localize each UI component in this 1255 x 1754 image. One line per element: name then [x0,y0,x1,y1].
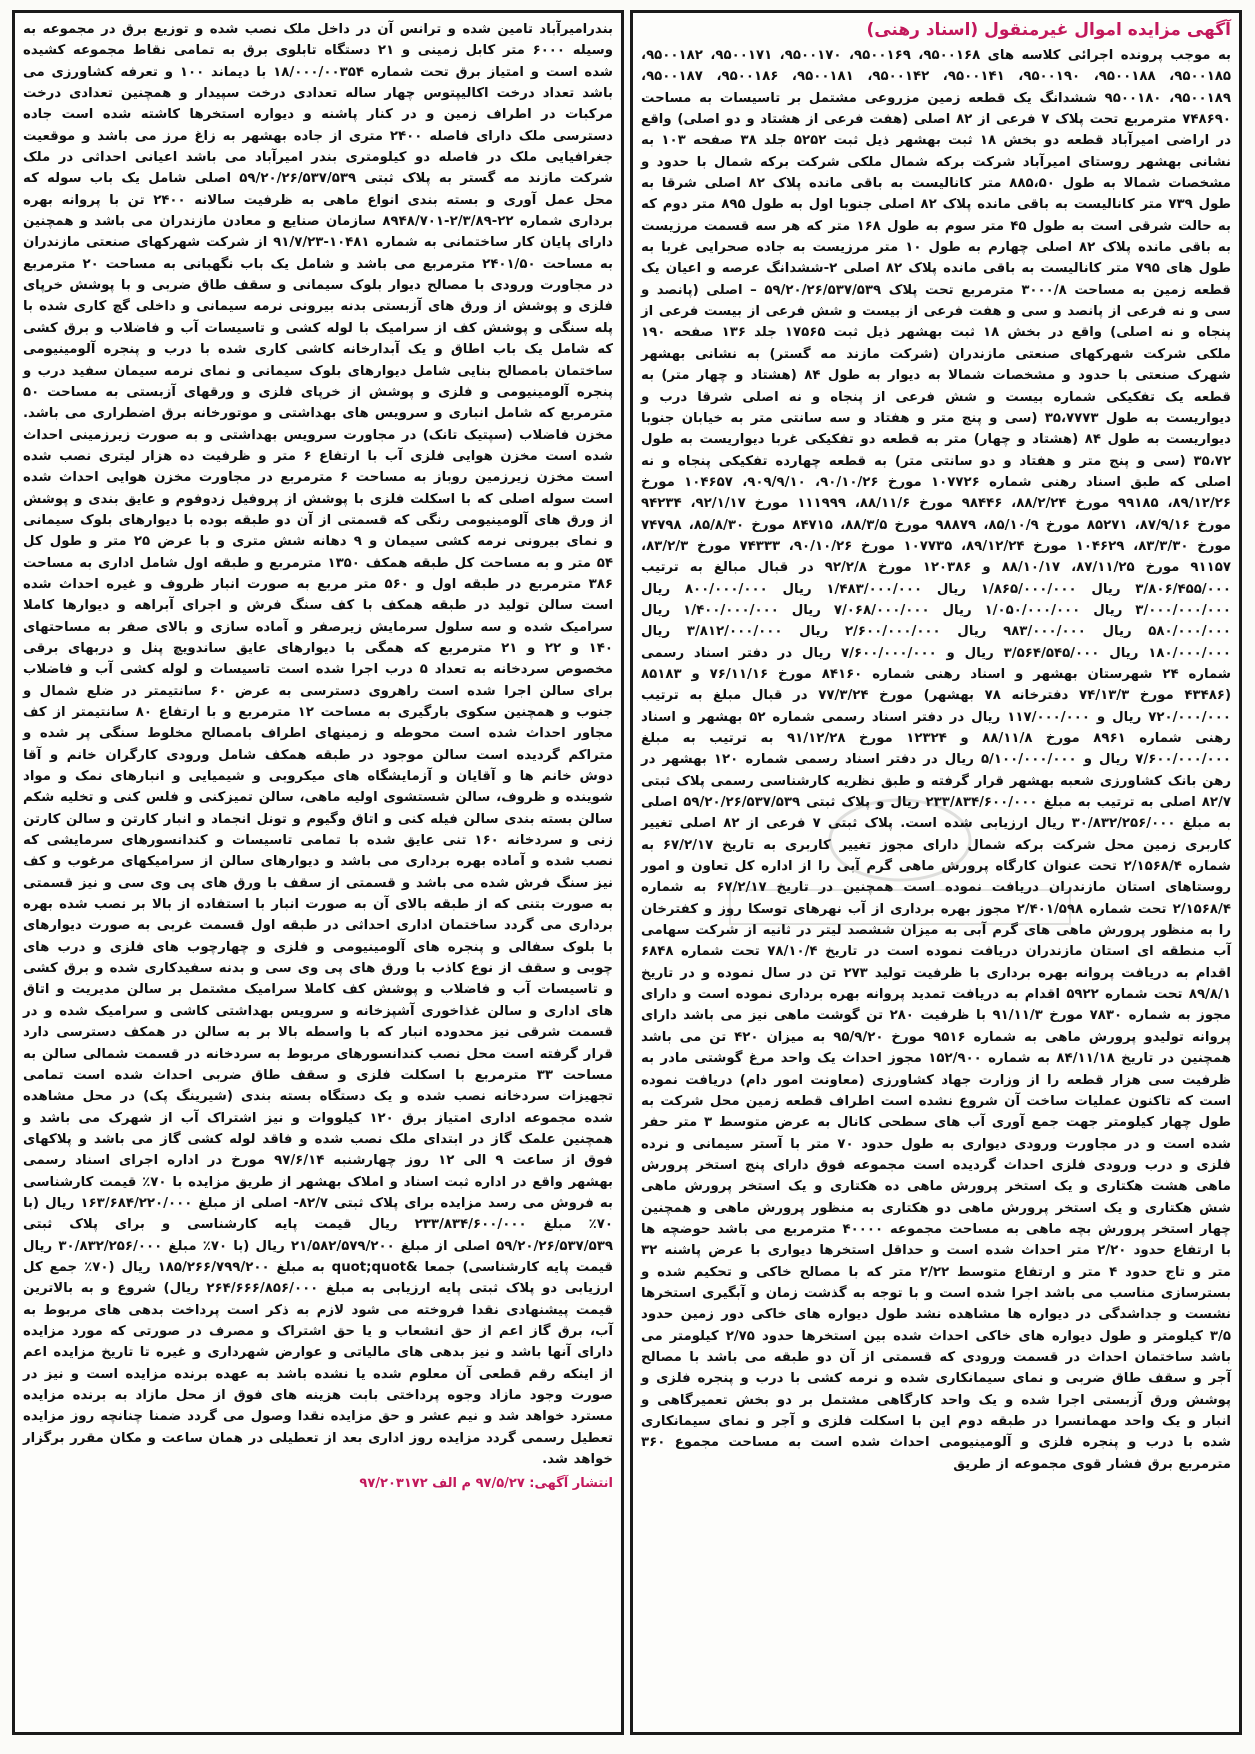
notice-body-right: به موجب پرونده اجرائی کلاسه های ۹۵۰۰۱۶۸، ۹۵۰۰۱۶۹، ۹۵۰۰۱۷۰، ۹۵۰۰۱۷۱، ۹۵۰۰۱۸۲، ۹۵۰۰۱۸۵، ۹۵۰۰۱۸۸، ۹۵۰۰۱۹۰، ۹۵۰۰۱۴۱، ۹۵۰۰۱۴۲، ۹۵۰۰۱۸۱، ۹۵۰۰۱۸۶، ۹۵۰۰۱۸۷، ۹۵۰۰۱۸۹، ۹۵۰۰۱۸۰ ششدانگ یک قطعه زمین مزروعی مشتمل بر تاسیسات به مساحت ۷۴۸۶۹۰ مترمربع تحت پلاک ۷ فرعی از ۸۲ اصلی (هفت فرعی از هشتاد و دو اصلی) واقع در اراضی امیرآباد قطعه دو بخش ۱۸ ثبت بهشهر ذیل ثبت ۵۲۵۲ جلد ۳۸ صفحه ۱۰۳ به نشانی بهشهر روستای امیرآباد شرکت برکه شمال ملکی شرکت برکه شمال با حدود و مشخصات شمالا به طول ۸۸۵،۵۰ متر کانالیست به باقی مانده پلاک ۸۲ اصلی شرقا به طول ۷۳۹ متر کانالیست به باقی مانده پلاک ۸۲ اصلی جنوبا اول به طول ۸۹۵ متر دوم که به حالت شرقی است به طول ۴۵ متر سوم به طول ۱۶۸ متر که هر سه قسمت مرزیست به باقی مانده پلاک ۸۲ اصلی چهارم به طول ۱۰ متر مرزیست به جاده صحرایی غربا به طول های ۷۹۵ متر کانالیست به باقی مانده پلاک ۸۲ اصلی ۲-ششدانگ عرصه و اعیان یک قطعه زمین به مساحت ۳۰۰۰/۸ مترمربع تحت پلاک ۵۹/۲۰/۲۶/۵۳۷/۵۳۹ – اصلی (پانصد و سی و نه فرعی از پانصد و سی و هفت فرعی از بیست و شش فرعی از بیست فرعی از پنجاه و نه اصلی) واقع در بخش ۱۸ ثبت بهشهر ذیل ثبت ۱۷۵۶۵ جلد ۱۳۶ صفحه ۱۹۰ ملکی شرکت شهرکهای صنعتی مازندران (شرکت مازند مه گستر) به نشانی بهشهر شهرک صنعتی با حدود و مشخصات شمالا به دیوار به طول ۸۴ (هشتاد و چهار متر) به قطعه یک تفکیکی شماره بیست و شش فرعی از پنجاه و نه اصلی شرقا درب و دیواریست به طول ۳۵،۷۷۷۳ (سی و پنج متر و هفتاد و سه سانتی متر به خیابان جنوبا دیواریست به طول ۸۴ (هشتاد و چهار) متر به قطعه دو تفکیکی غربا دیواریست به طول ۳۵،۷۲ (سی و پنج متر و هفتاد و دو سانتی متر) به قطعه چهارده تفکیکی پنجاه و نه اصلی که طبق اسناد رهنی شماره ۱۰۷۷۲۶ مورخ ۹۰/۱۰/۲۶، ۹۰۹/۹/۱۰، ۱۰۴۶۵۷ مورخ ۸۹/۱۲/۲۶، ۹۹۱۸۵ مورخ ۸۸/۲/۲۴، ۹۸۴۴۶ مورخ ۸۸/۱۱/۶، ۱۱۱۹۹۹ مورخ ۹۲/۱/۱۷، ۹۴۲۳۴ مورخ ۸۷/۹/۱۶، ۸۵۲۷۱ مورخ ۸۵/۱۰/۹، ۹۸۸۷۹ مورخ ۸۸/۳/۵، ۸۴۷۱۵ مورخ ۸۵/۸/۳۰، ۷۴۷۹۸ مورخ ۸۳/۳/۳۰، ۱۰۴۶۲۹ مورخ ۸۹/۱۲/۲۴، ۱۰۷۷۳۵ مورخ ۹۰/۱۰/۲۶، ۷۴۳۳۳ مورخ ۸۳/۲/۳، ۹۱۱۵۷ مورخ ۸۷/۱۱/۲۵، ۸۸/۱۰/۱۷ و ۱۲۰۳۸۶ مورخ ۹۲/۲/۸ در قبال مبالغ به ترتیب ۳/۸۰۶/۴۵۵/۰۰۰ ریال ۱/۸۶۵/۰۰۰/۰۰۰ ریال ۱/۴۸۳/۰۰۰/۰۰۰ ریال ۸۰۰/۰۰۰/۰۰۰ ریال ۳/۰۰۰/۰۰۰/۰۰۰ ریال ۱/۰۵۰/۰۰۰/۰۰۰ ریال ۷/۰۶۸/۰۰۰/۰۰۰ ریال ۱/۴۰۰/۰۰۰/۰۰۰ ریال ۵۸۰/۰۰۰/۰۰۰ ریال ۹۸۳/۰۰۰/۰۰۰ ریال ۲/۶۰۰/۰۰۰/۰۰۰ ریال ۳/۸۱۲/۰۰۰/۰۰۰ ریال ۱۸۰/۰۰۰/۰۰۰ ریال ۳/۵۶۴/۵۴۵/۰۰۰ ریال و ۷/۶۰۰/۰۰۰/۰۰۰ ریال در دفتر اسناد رسمی شماره ۲۴ شهرستان بهشهر و اسناد رهنی شماره ۸۴۱۶۰ مورخ ۷۶/۱۱/۱۶ و ۸۵۱۸۳ (۴۳۴۸۶ مورخ ۷۴/۱۳/۳ دفترخانه ۷۸ بهشهر) مورخ ۷۷/۳/۲۴ در قبال مبلغ به ترتیب ۷۲۰/۰۰۰/۰۰۰ ریال و ۱۱۷/۰۰۰/۰۰۰ ریال در دفتر اسناد رسمی شماره ۵۲ بهشهر و اسناد رهنی شماره ۸۹۶۱ مورخ ۸۸/۱۱/۸ و ۱۲۳۲۴ مورخ ۹۱/۱۲/۲۸ به ترتیب به مبلغ ۷/۶۰۰/۰۰۰/۰۰۰ ریال و ۵/۱۰۰/۰۰۰/۰۰۰ ریال در دفتر اسناد رسمی شماره ۱۲۰ بهشهر در رهن بانک کشاورزی شعبه بهشهر قرار گرفته و طبق نظریه کارشناسی رسمی پلاک ثبتی ۸۲/۷ اصلی به ترتیب به مبلغ ۲۳۳/۸۳۴/۶۰۰/۰۰۰ ریال و پلاک ثبتی ۵۹/۲۰/۲۶/۵۳۷/۵۳۹ اصلی به مبلغ ۳۰/۸۳۲/۲۵۶/۰۰۰ ریال ارزیابی شده است. پلاک ثبتی ۷ فرعی از ۸۲ اصلی تغییر کاربری زمین محل شرکت برکه شمال دارای مجوز تغییر کاربری به تاریخ ۶۷/۲/۱۷ به شماره ۲/۱۵۶۸/۴ تحت عنوان کارگاه پرورش ماهی گرم آبی را از اداره کل تعاون و امور روستاهای استان مازندران دریافت نموده است همچنین در تاریخ ۶۷/۲/۱۷ به شماره ۲/۱۵۶۸/۴ تحت شماره ۲/۴۰۱/۵۹۸ مجوز بهره برداری از آب نهرهای توسکا روز و کفترخان را به منظور پرورش ماهی های گرم آبی به میزان ششصد لیتر در ثانیه از شرکت سهامی آب منطقه ای استان مازندران دریافت نموده است در تاریخ ۷۸/۱۰/۴ تحت شماره ۶۸۴۸ اقدام به دریافت پروانه بهره برداری با ظرفیت تولید ۲۷۳ تن در سال نموده و در تاریخ ۸۹/۸/۱ تحت شماره ۵۹۲۲ اقدام به دریافت تمدید پروانه بهره برداری نموده است و دارای مجوز به شماره ۷۸۳۰ مورخ ۹۱/۱۱/۳ با ظرفیت ۲۸۰ تن گوشت ماهی نیز می باشد دارای پروانه تولیدو پرورش ماهی به شماره ۹۵۱۶ مورخ ۹۵/۹/۲۰ به میزان ۴۲۰ تن می باشد همچنین در تاریخ ۸۴/۱۱/۱۸ به شماره ۱۵۲/۹۰۰ مجوز احداث یک واحد مرغ گوشتی مادر به ظرفیت سی هزار قطعه را از وزارت جهاد کشاورزی (معاونت امور دام) دریافت نموده است که تاکنون عملیات ساخت آن شروع نشده است اطراف قطعه زمین محل شرکت به طول چهار کیلومتر جهت جمع آوری آب های سطحی کانال به عرض متوسط ۳ متر حفر شده است و در مجاورت ورودی دیواری به طول حدود ۷۰ متر با آستر سیمانی و نرده فلزی و درب ورودی فلزی احداث گردیده است مجموعه فوق دارای پنج استخر پرورش ماهی هشت هکتاری و یک استخر پرورش ماهی ده هکتاری و یک استخر پرورش ماهی شش هکتاری و یک استخر پرورش ماهی دو هکتاری به منظور پرورش ماهی و همچنین چهار استخر پرورش بچه ماهی به مساحت مجموعه ۴۰۰۰۰ مترمربع می باشد حوضچه ها با ارتفاع حدود ۲/۲۰ متر احداث شده است و حداقل استخرها دیواری با عرض پاشنه ۳۲ متر و تاج حدود ۴ متر و ارتفاع متوسط ۲/۲۲ متر که با مصالح خاکی و تحکیم شده و بسترسازی مناسب می باشد اجرا شده است و با توجه به گذشت زمان و آبگیری استخرها نشست و جداشدگی در دیواره ها مشاهده نشد طول دیواره های خاکی دور زمین حدود ۳/۵ کیلومتر و طول دیواره های خاکی احداث شده بین استخرها حدود ۲/۷۵ کیلومتر می باشد ساختمان احداث در قسمت ورودی که قسمتی از آن دو طبقه می باشد با مصالح آجر و سقف طاق ضربی و نمای سیمانکاری شده و نرمه کشی با درب و پنجره فلزی و پوشش ورق آزبستی اجرا شده و یک واحد کارگاهی مشتمل بر دو بخش تعمیرگاهی و انبار و یک واحد مهمانسرا در طبقه دوم این با اسکلت فلزی و آجر و نمای سیمانکاری شده با درب و پنجره فلزی و آلومینیومی احداث شده است به مساحت مجموع ۳۶۰ مترمربع برق فشار قوی مجموعه از طریق [641,48,1232,1472]
publication-line: انتشار آگهی: ۹۷/۵/۲۷ م الف ۹۷/۲۰۳۱۷۲ [359,1476,613,1492]
notice-body-left: بندرامیرآباد تامین شده و ترانس آن در داخل ملک نصب شده و توزیع برق در مجموعه به وسیله ۶۰۰۰ متر کابل زمینی و ۲۱ دستگاه تابلوی برق به تمامی نقاط مجموعه کشیده شده است و امتیاز برق تحت شماره ۱۸/۰۰۰/۰۰۳۵۴ با دیماند ۱۰۰ و تعرفه کشاورزی می باشد تعداد درخت اکالیپتوس چهار ساله تعدادی درخت سپیدار و همچنین تعدادی درخت مرکبات در اطراف زمین و در کنار پاشنه و دیواره استخرها کاشته شده است جاده دسترسی ملک دارای فاصله ۲۴۰۰ متری از جاده بهشهر به زاغ مرز می باشد و موقعیت جغرافیایی ملک در فاصله دو کیلومتری بندر امیرآباد می باشد اعیانی احداثی در ملک شرکت مازند مه گستر به پلاک ثبتی ۵۹/۲۰/۲۶/۵۳۷/۵۳۹ اصلی شامل یک باب سوله که محل عمل آوری و بسته بندی انواع ماهی به ظرفیت سالانه ۲۴۰۰ تن با پروانه بهره برداری شماره ۲۲-۲/۳/۸۹-۸۹۴۸/۷۰۱ سازمان صنایع و معادن مازندران می باشد و همچنین دارای پایان کار ساختمانی به شماره ۱۰۴۸۱-۹۱/۷/۲۳ از شرکت شهرکهای صنعتی مازندران به مساحت ۲۴۰۱/۵۰ مترمربع می باشد و شامل یک باب نگهبانی به مساحت ۲۰ مترمربع در مجاورت ورودی با مصالح دیوار بلوک سیمانی و سقف طاق ضربی و با پوشش خرپای فلزی و پوشش از ورق های آزبستی بدنه بیرونی نرمه سیمانی و داخلی گچ کاری شده با پله سنگی و پوشش کف از سرامیک با لوله کشی و تاسیسات آب و فاضلاب و برق کشی که شامل یک باب اطاق و یک آبدارخانه کاشی کاری شده با درب و پنجره آلومینیومی ساختمان بامصالح بنایی شامل دیوارهای بلوک سیمانی و نمای نرمه سیمان سفید درب و پنجره آلومینیومی و فلزی و پوشش از خرپای فلزی و ورقهای آزبستی به مساحت ۵۰ مترمربع که شامل انباری و سرویس های بهداشتی و موتورخانه برق اضطراری می باشد. مخزن فاضلاب (سپتیک تانک) در مجاورت سرویس بهداشتی و به صورت زیرزمینی احداث شده است مخزن هوایی فلزی آب با ارتفاع ۶ متر و ظرفیت ده هزار لیتری نصب شده است مخزن زیرزمین روباز به مساحت ۶ مترمربع در مجاورت مخزن هوایی احداث شده است سوله اصلی که با اسکلت فلزی با پوشش از پروفیل زدوفوم و عایق بندی و پوشش از ورق های آلومینیومی رنگی که قسمتی از آن دو طبقه بوده با دیوارهای بلوک سیمانی و نمای بیرونی نرمه کشی سیمان و ۹ دهانه شش متری و با عرض ۲۵ متر و طول کل ۵۴ متر و به مساحت کل طبقه همکف ۱۳۵۰ مترمربع و طبقه اول شامل اداری به مساحت ۳۸۶ مترمربع در طبقه اول و ۵۶۰ متر مربع به صورت انبار ظروف و غیره احداث شده است سالن تولید در طبقه همکف با کف سنگ فرش و اجرای آبراهه و دیوارها کاملا سرامیک شده و سه سلول سرمایش زیرصفر و آماده سازی و بالای صفر به مساحتهای ۱۴۰ و ۲۲ و ۲۱ مترمربع که همگی با دیوارهای عایق ساندویچ پنل و دربهای برقی مخصوص سردخانه به تعداد ۵ درب اجرا شده است تاسیسات و لوله کشی آب و فاضلاب برای سالن اجرا شده است راهروی دسترسی به عرض ۶۰ سانتیمتر در ضلع شمال و جنوب و همچنین سکوی بارگیری به مساحت ۱۲ مترمربع و با ارتفاع ۸۰ سانتیمتر از کف مجاور احداث شده است محوطه و زمینهای اطراف بامصالح مخلوط سنگی پر شده و متراکم گردیده است سالن موجود در طبقه همکف شامل ورودی کارگران خانم و آقا دوش خانم ها و آقایان و آزمایشگاه های میکروبی و شیمیایی و انبارهای نمک و مواد شوینده و ظروف، سالن شستشوی اولیه ماهی، سالن تمیزکنی و فلس کنی و تخلیه شکم سالن بسته بندی سالن فیله کنی و اتاق وگیوم و تونل انجماد و انبار کارتن و سالن کارتن زنی و سردخانه ۱۶۰ تنی عایق شده با تمامی تاسیسات و کندانسورهای سرمایشی که نصب شده و آماده بهره برداری می باشد و دیوارهای سالن از سرامیکهای مرغوب و کف نیز سنگ فرش شده می باشد و قسمتی از سقف با ورق های پی وی سی و نیز قسمتی به صورت بتنی که از طبقه بالای آن به صورت انبار با استفاده از بالا بر نصب شده بهره برداری می گردد ساختمان اداری احداثی در طبقه اول قسمت غربی به صورت دیوارهای با بلوک سفالی و پنجره های آلومینیومی و فلزی و چهارچوب های فلزی و درب های چوبی و سقف از نوع کاذب با ورق های پی وی سی و بدنه سفیدکاری شده و برق کشی و تاسیسات آب و فاضلاب و پوشش کف کاملا سرامیک مشتمل بر سالن مدیریت و اتاق های اداری و سالن غذاخوری آشپزخانه و سرویس بهداشتی کاشی و سرامیک شده و در قسمت شرقی نیز محدوده انبار که با واسطه بالا بر به سالن در همکف دسترسی دارد قرار گرفته است محل نصب کندانسورهای مربوط به سردخانه در قسمت شمالی سالن به مساحت ۳۳ مترمربع با اسکلت فلزی و سقف طاق ضربی احداث شده است تمامی تجهیزات سردخانه نصب شده و یک دستگاه بسته بندی (شیرینگ پک) در محل مشاهده شده مجموعه اداری امتیاز برق ۱۲۰ کیلووات و نیز اشتراک آب از شهرک می باشد و همچنین علمک گاز در ابتدای ملک نصب شده و فاقد لوله کشی گاز می باشد و پلاکهای فوق از ساعت ۹ الی ۱۲ روز چهارشنبه ۹۷/۶/۱۴ مورخ در اداره اجرای اسناد رسمی بهشهر واقع در اداره ثبت اسناد و املاک بهشهر از طریق مزایده با ۷۰٪ قیمت کارشناسی به فروش می رسد مزایده برای پلاک ثبتی ۸۲/۷- اصلی از مبلغ ۱۶۳/۶۸۴/۲۲۰/۰۰۰ ریال (با ۷۰٪ مبلغ ۲۳۳/۸۳۴/۶۰۰/۰۰۰ ریال قیمت پایه کارشناسی و برای پلاک ثبتی ۵۹/۲۰/۲۶/۵۳۷/۵۳۹ اصلی از مبلغ ۲۱/۵۸۲/۵۷۹/۲۰۰ ریال (با ۷۰٪ مبلغ ۳۰/۸۳۲/۲۵۶/۰۰۰ ریال قیمت پایه کارشناسی) جمعا &quot;quot به مبلغ ۱۸۵/۲۶۶/۷۹۹/۲۰۰ ریال (۷۰٪ جمع کل ارزیابی دو پلاک ثبتی پایه ارزیابی به مبلغ ۲۶۴/۶۶۶/۸۵۶/۰۰۰ ریال) شروع و به بالاترین قیمت پیشنهادی نقدا فروخته می شود لازم به ذکر است پرداخت بدهی های مربوط به آب، برق گاز اعم از حق انشعاب و یا حق اشتراک و مصرف در صورتی که مورد مزایده دارای آنها باشد و نیز بدهی های مالیاتی و عوارض شهرداری و غیره تا تاریخ مزایده اعم از اینکه رقم قطعی آن معلوم شده یا نشده باشد به عهده برنده مزایده است و نیز در صورت وجود مازاد وجوه پرداختی بابت هزینه های فوق از محل مازاد به برنده مزایده مسترد خواهد شد و نیم عشر و حق مزایده نقدا وصول می گردد ضمنا چنانچه روز مزایده تعطیل رسمی گردد مزایده روز اداری بعد از تعطیلی در همان ساعت و مکان مقرر برگزار خواهد شد. [23,22,614,1468]
notice-left-column [12,10,624,1735]
notice-title: آگهی مزایده اموال غیرمنقول (اسناد رهنی) [866,20,1231,40]
notice-right-column [630,10,1242,1735]
